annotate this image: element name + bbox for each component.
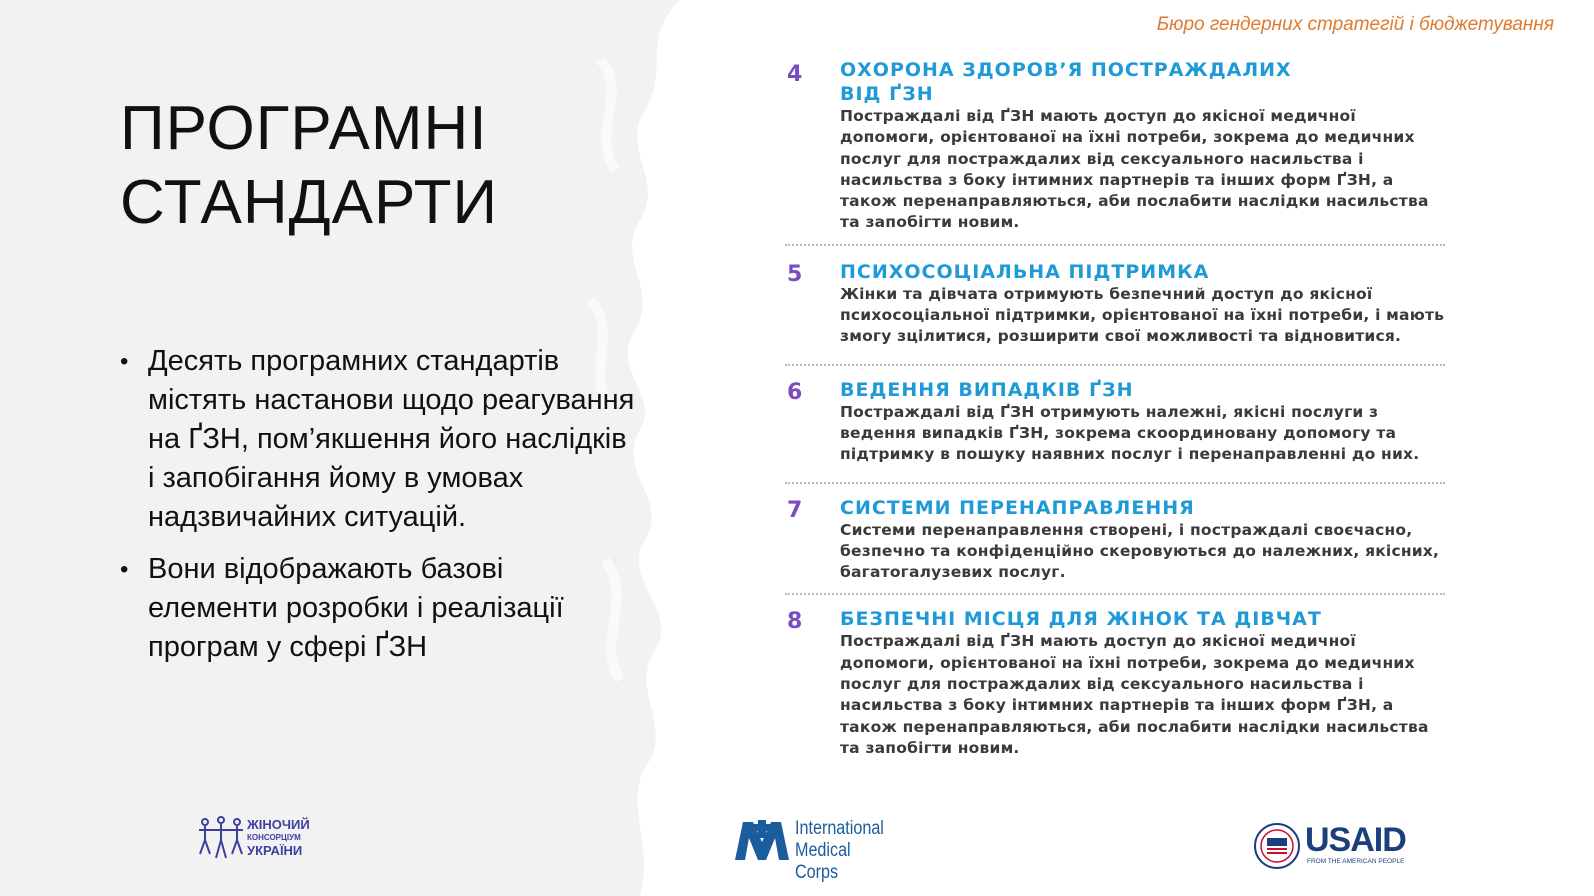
bullet-dot-icon: • [120,556,129,583]
usaid-wordmark: USAID [1305,821,1406,859]
standard-description: Постраждалі від ҐЗН мають доступ до якісної медичної допомоги, орієнтованої на їхні потреби, зокрема до медичних послуг для постраждалих від сексуального насильства і насильства з боку інтимних партнерів та інших форм ҐЗН, а також перенаправляються, аби послабити наслідки насильства та запобігти новим. [840,107,1429,232]
standard-number: 5 [787,261,803,287]
bullet-dot-icon: • [120,348,129,375]
bullet-item [118,342,638,537]
usaid-tagline: FROM THE AMERICAN PEOPLE [1307,858,1405,865]
bullet-text: Десять програмних стандартів містять настанови щодо реагування на ҐЗН, пом’якшення його наслідків і запобігання йому в умовах надзвичайних ситуацій. [148,345,635,533]
imc-emblem-icon [733,818,791,862]
page-title [120,92,498,240]
standard-item [785,366,1445,484]
standard-description: Постраждалі від ҐЗН мають доступ до якісної медичної допомоги, орієнтованої на їхні потреби, зокрема до медичних послуг для постраждалих від сексуального насильства і насильства з боку інтимних партнерів та інших форм ҐЗН, а також перенаправляються, аби послабити наслідки насильства та запобігти новим. [840,632,1429,757]
usaid-seal-icon [1253,822,1301,870]
logo-text-line-2: Medical Corps [795,840,851,883]
title-line-1: ПРОГРАМНІ [120,94,488,163]
standards-list [785,58,1445,759]
zhinochyi-konsortsium-logo [197,814,317,864]
bullet-list [118,342,638,680]
standard-title: БЕЗПЕЧНІ МІСЦЯ ДЛЯ ЖІНОК ТА ДІВЧАТ [840,608,1322,631]
standard-description: Жінки та дівчата отримують безпечний доступ до якісної психосоціальної підтримки, орієнтованої на їхні потреби, і мають змогу зцілитися, розширити свої можливості та відновитися. [840,284,1445,346]
logo-text-line-1: International [795,818,884,839]
standard-number: 8 [787,609,803,635]
standard-title: ПСИХОСОЦІАЛЬНА ПІДТРИМКА [840,260,1210,283]
standard-item [785,484,1445,596]
bullet-item [118,550,638,667]
international-medical-corps-logo [733,816,913,883]
standard-title: СИСТЕМИ ПЕРЕНАПРАВЛЕННЯ [840,496,1195,519]
usaid-logo [1253,820,1433,872]
standard-description: Постраждалі від ҐЗН отримують належні, якісні послуги з ведення випадків ҐЗН, зокрема скоординовану допомогу та підтримку в пошуку наявних послуг і перенаправленні до них. [840,402,1420,464]
organization-header: Бюро гендерних стратегій і бюджетування [1156,14,1554,35]
standard-item [785,58,1445,246]
title-line-2: СТАНДАРТИ [120,168,499,237]
standard-number: 4 [787,62,803,87]
logo-text-line-3: УКРАЇНИ [247,843,303,858]
consortium-figures-icon [197,814,245,864]
standard-number: 7 [787,497,803,523]
standard-item [785,246,1445,366]
standard-description: Системи перенаправлення створені, і постраждалі своєчасно, безпечно та конфіденційно скеровуються до належних, якісних, багатогалузевих послуг. [840,520,1440,582]
standard-title: ОХОРОНА ЗДОРОВ’Я ПОСТРАЖДАЛИХ ВІД ҐЗН [840,59,1292,105]
standard-item [785,595,1445,759]
logo-text-line-2: КОНСОРЦІУМ [247,833,301,842]
standard-number: 6 [787,379,803,405]
logo-text-line-1: ЖІНОЧИЙ [247,817,310,832]
bullet-text: Вони відображають базові елементи розробки і реалізації програм у сфері ҐЗН [148,553,564,663]
standard-title: ВЕДЕННЯ ВИПАДКІВ ҐЗН [840,378,1134,401]
